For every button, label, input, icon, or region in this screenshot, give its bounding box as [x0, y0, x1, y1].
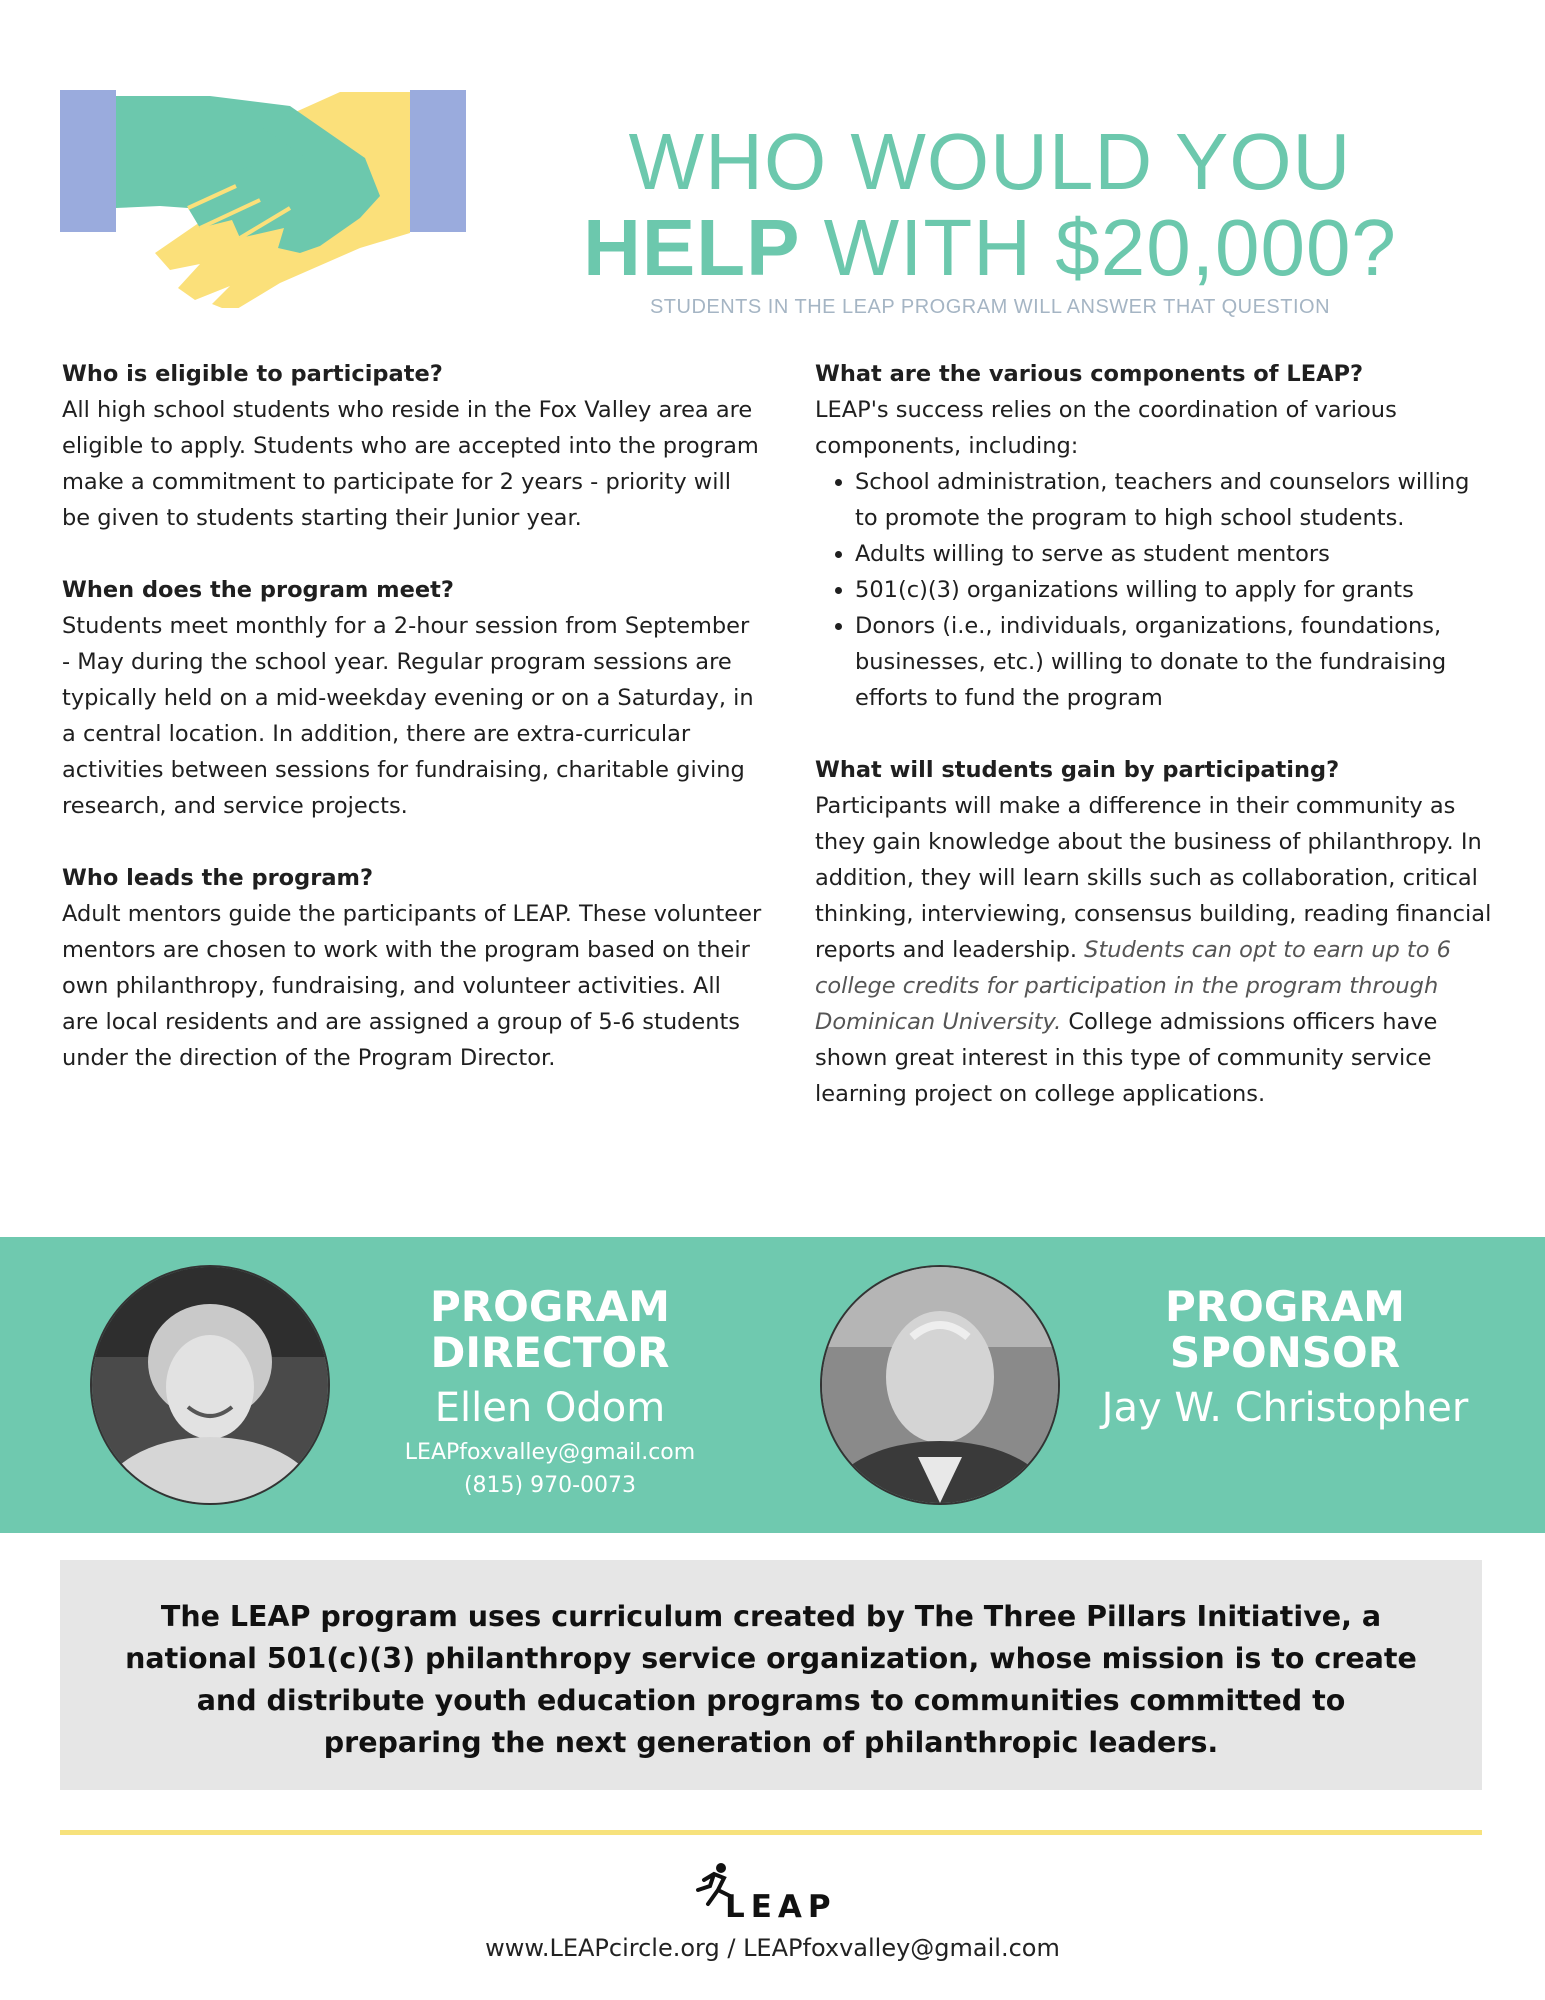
faq-left-column — [62, 356, 762, 1112]
footer-contact[interactable]: www.LEAPcircle.org / LEAPfoxvalley@gmail.com — [485, 1934, 1060, 1962]
list-item: • 501(c)(3) organizations willing to apply for grants — [855, 572, 1495, 608]
director-photo — [90, 1265, 330, 1505]
mission-text: The LEAP program uses curriculum created by The Three Pillars Initiative, a national 501(c)(3) philanthropy service organization, whose mission is to create and distribute youth education programs to communities committed to preparing the next generation of philanthropic leaders. — [125, 1600, 1417, 1759]
faq-question: Who leads the program? — [62, 865, 374, 891]
faq-question: What are the various components of LEAP? — [815, 361, 1364, 387]
leap-logo-text: LEAP — [725, 1889, 837, 1925]
director-name: Ellen Odom — [434, 1385, 666, 1431]
title-rest: WITH $20,000? — [800, 203, 1397, 292]
director-role: PROGRAM DIRECTOR — [430, 1282, 670, 1377]
list-item: • Adults willing to serve as student mentors — [855, 536, 1495, 572]
director-phone[interactable]: (815) 970-0073 — [463, 1473, 637, 1498]
handshake-icon — [60, 88, 470, 308]
mission-callout — [60, 1560, 1482, 1790]
page-subtitle: STUDENTS IN THE LEAP PROGRAM WILL ANSWER THAT QUESTION — [649, 296, 1331, 318]
answer-text: College admissions officers have shown great interest in this type of community service learning project on college applications. — [815, 1009, 1438, 1107]
page-title-line2 — [520, 200, 1460, 296]
list-item: • Donors (i.e., individuals, organizations, foundations, businesses, etc.) willing to donate to the fundraising efforts to fund the program — [855, 608, 1495, 716]
faq-answer — [815, 788, 1495, 1112]
faq-question: What will students gain by participating? — [815, 757, 1340, 783]
faq-question: Who is eligible to participate? — [62, 361, 443, 387]
sponsor-role: PROGRAM SPONSOR — [1165, 1282, 1405, 1377]
answer-text: Participants will make a difference in their community as they gain knowledge about the business of philanthropy. In addition, they will learn skills such as collaboration, critical thinking, interviewing, consensus building, reading financial reports and leadership. — [815, 793, 1492, 963]
answer-credit-note: Students can opt to earn up to 6 college credits for participation in the program through Dominican University. — [815, 937, 1451, 1035]
sponsor-name: Jay W. Christopher — [1101, 1385, 1469, 1431]
divider — [60, 1830, 1482, 1835]
director-email[interactable]: LEAPfoxvalley@gmail.com — [404, 1440, 696, 1465]
faq-answer: Students meet monthly for a 2-hour session from September - May during the school year. Regular program sessions are typically held on a mid-weekday evening or on a Saturday, in a central location. In addition, there are extra-curricular activities between sessions for fundraising, charitable giving research, and service projects. — [62, 613, 754, 819]
list-item: • School administration, teachers and counselors willing to promote the program to high school students. — [855, 464, 1495, 536]
faq-answer: LEAP's success relies on the coordination of various components, including: — [815, 397, 1397, 459]
page-title-line1: WHO WOULD YOU — [628, 117, 1352, 206]
faq-answer: Adult mentors guide the participants of LEAP. These volunteer mentors are chosen to work with the program based on their own philanthropy, fundraising, and volunteer activities. All are local residents and are assigned a group of 5-6 students under the direction of the Program Director. — [62, 901, 762, 1071]
title-emphasis: HELP — [583, 203, 801, 292]
faq-question: When does the program meet? — [62, 577, 454, 603]
faq-answer: All high school students who reside in the Fox Valley area are eligible to apply. Students who are accepted into the program make a commitment to participate for 2 years - priority will be given to students starting their Junior year. — [62, 397, 759, 531]
components-list — [815, 464, 1495, 716]
faq-right-column — [815, 356, 1495, 1148]
sponsor-photo — [820, 1265, 1060, 1505]
